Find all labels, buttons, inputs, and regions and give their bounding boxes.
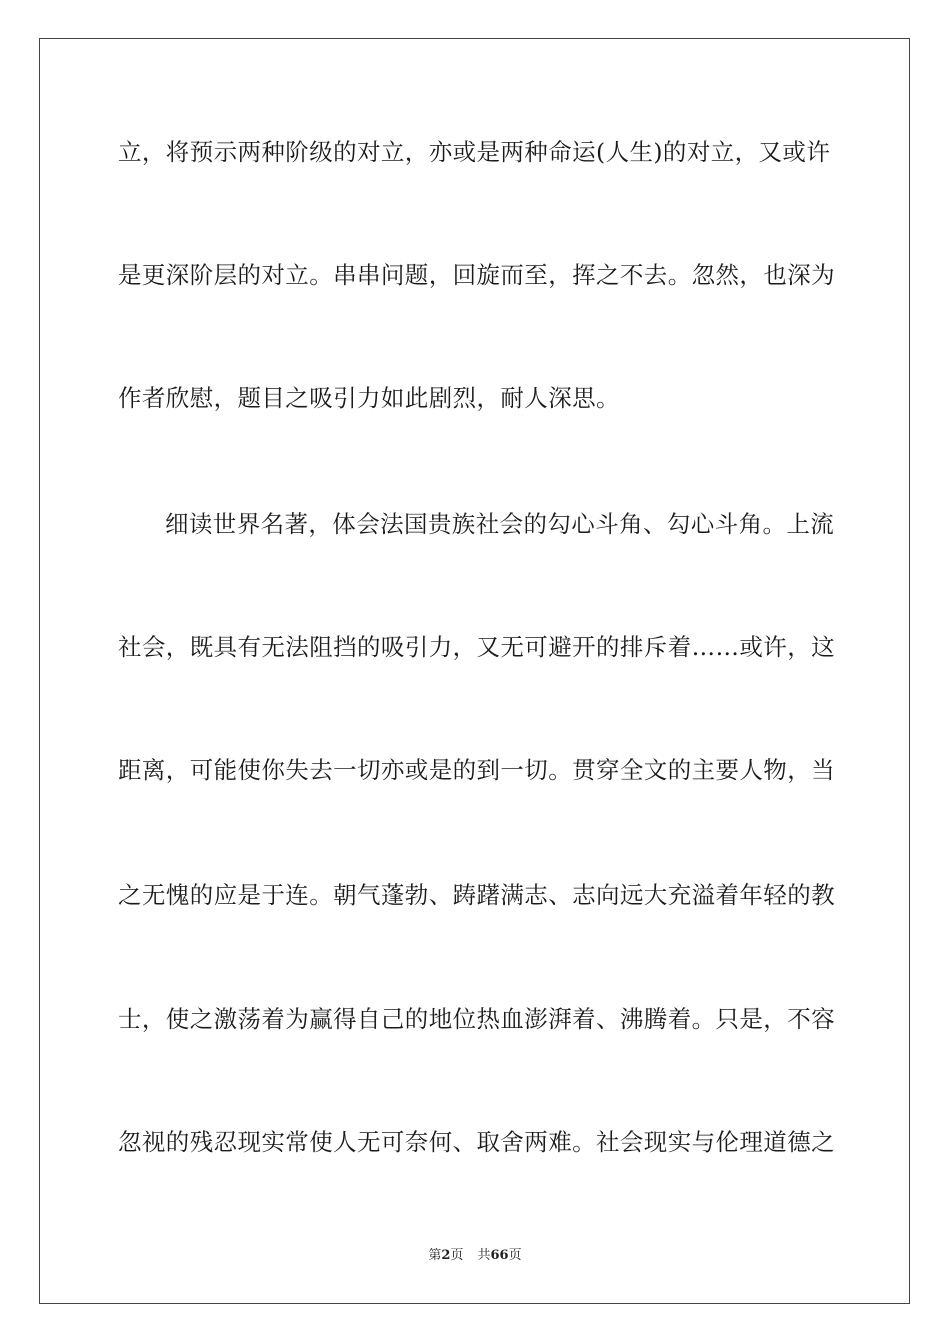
page-border <box>39 38 910 1304</box>
page-number-label: 第2页 <box>428 1248 464 1263</box>
body-text-line: 之无愧的应是于连。朝气蓬勃、踌躇满志、志向远大充溢着年轻的教 <box>118 881 835 909</box>
body-text-line: 距离，可能使你失去一切亦或是的到一切。贯穿全文的主要人物，当 <box>118 756 835 784</box>
body-text-line: 士，使之激荡着为赢得自己的地位热血澎湃着、沸腾着。只是，不容 <box>118 1005 835 1033</box>
paragraph-first-line: 细读世界名著，体会法国贵族社会的勾心斗角、勾心斗角。上流 <box>165 510 835 538</box>
body-text-line: 是更深阶层的对立。串串问题，回旋而至，挥之不去。忽然，也深为 <box>118 261 835 289</box>
body-text-line: 忽视的残忍现实常使人无可奈何、取舍两难。社会现实与伦理道德之 <box>118 1128 835 1156</box>
body-text-line: 作者欣慰，题目之吸引力如此剧烈，耐人深思。 <box>118 384 620 412</box>
page-total-label: 共66页 <box>477 1248 522 1263</box>
page-footer <box>0 1247 950 1265</box>
body-text-line: 社会，既具有无法阻挡的吸引力，又无可避开的排斥着……或许，这 <box>118 633 835 661</box>
body-text-line: 立，将预示两种阶级的对立，亦或是两种命运(人生)的对立，又或许 <box>118 138 831 166</box>
